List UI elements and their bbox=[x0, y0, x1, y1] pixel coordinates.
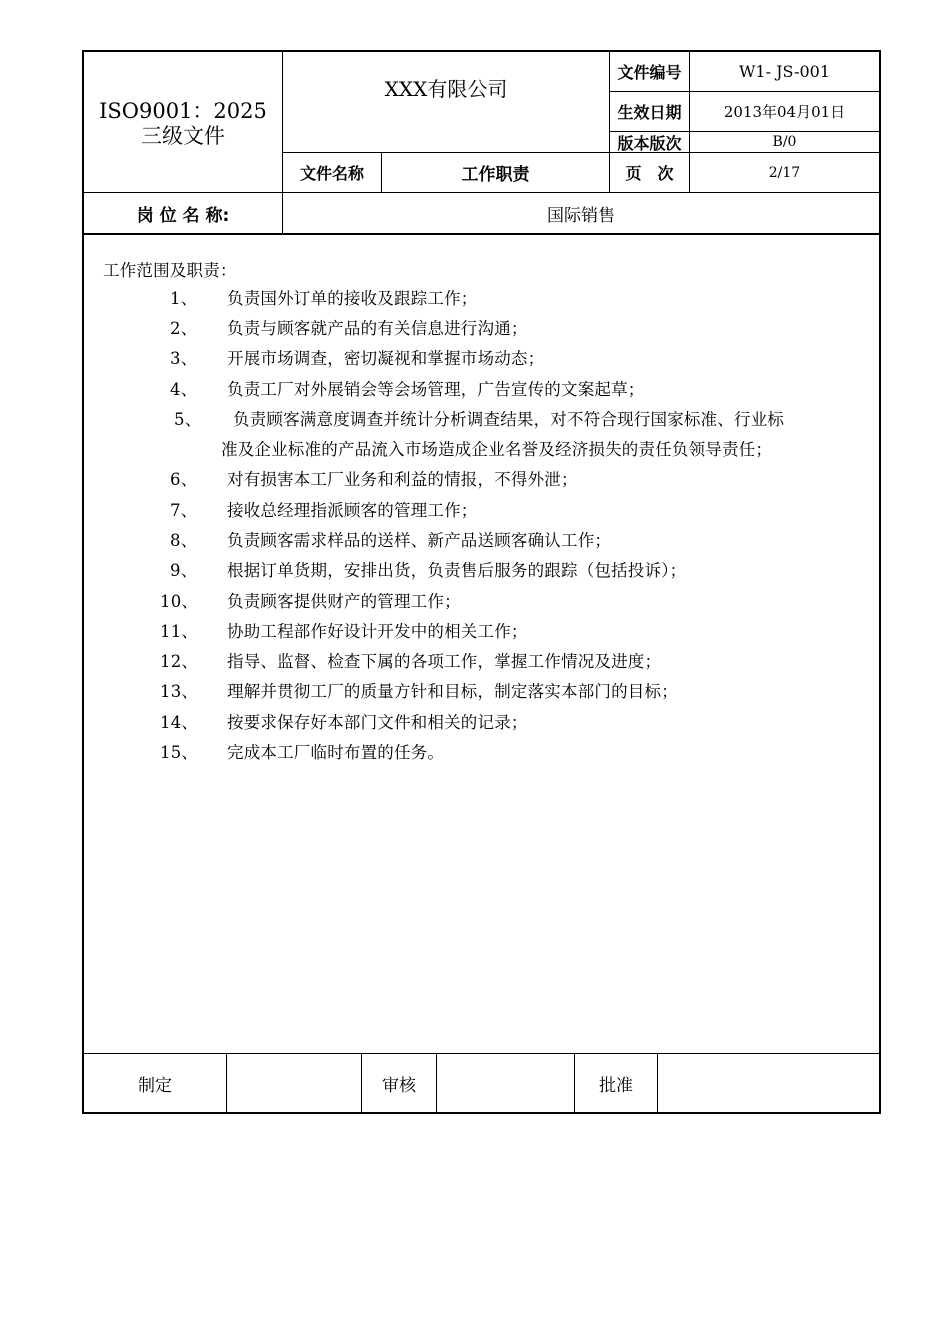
list-item: 指导、监督、检查下属的各项工作，掌握工作情况及进度； bbox=[227, 652, 662, 671]
reviewed-by-label: 审核 bbox=[382, 1075, 416, 1096]
list-item: 对有损害本工厂业务和利益的情报，不得外泄； bbox=[227, 470, 578, 489]
list-item: 负责与顾客就产品的有关信息进行沟通； bbox=[227, 319, 528, 338]
prepared-by-signature-field[interactable] bbox=[227, 1054, 361, 1112]
page-value: 2/17 bbox=[768, 164, 801, 181]
list-item: 开展市场调查，密切凝视和掌握市场动态； bbox=[227, 349, 545, 368]
list-item: 完成本工厂临时布置的任务。 bbox=[227, 743, 445, 762]
file-number-value: W1- JS-001 bbox=[738, 62, 831, 81]
list-item-number: 13、 bbox=[160, 682, 199, 701]
company-name: XXX有限公司 bbox=[384, 76, 508, 101]
standard-name: ISO9001：2025 bbox=[99, 99, 267, 123]
file-name-value: 工作职责 bbox=[461, 165, 530, 185]
list-item-number: 12、 bbox=[160, 652, 199, 671]
file-number-label: 文件编号 bbox=[617, 63, 682, 82]
list-item: 按要求保存好本部门文件和相关的记录； bbox=[227, 713, 528, 732]
list-item-number: 9、 bbox=[170, 561, 198, 580]
list-item: 负责顾客满意度调查并统计分析调查结果，对不符合现行国家标准、行业标 bbox=[233, 410, 785, 429]
effective-date-label: 生效日期 bbox=[617, 103, 682, 122]
position-label: 岗 位 名 称: bbox=[136, 205, 230, 226]
list-item-number: 5、 bbox=[174, 410, 202, 429]
list-item-number: 3、 bbox=[170, 349, 198, 368]
list-item: 负责工厂对外展销会等会场管理，广告宣传的文案起草； bbox=[227, 380, 645, 399]
list-item: 负责顾客需求样品的送样、新产品送顾客确认工作； bbox=[227, 531, 612, 550]
list-item: 负责顾客提供财产的管理工作； bbox=[227, 592, 461, 611]
list-item-number: 4、 bbox=[170, 380, 198, 399]
prepared-by-label: 制定 bbox=[138, 1075, 172, 1096]
page-label: 页 次 bbox=[625, 164, 674, 183]
version-label: 版本版次 bbox=[617, 133, 682, 153]
list-item-number: 10、 bbox=[160, 592, 199, 611]
content-heading: 工作范围及职责： bbox=[103, 261, 237, 280]
list-item-number: 2、 bbox=[170, 319, 198, 338]
effective-date-value: 2013年04月01日 bbox=[723, 103, 846, 121]
list-item-number: 11、 bbox=[160, 622, 199, 641]
list-item: 理解并贯彻工厂的质量方针和目标，制定落实本部门的目标； bbox=[227, 682, 678, 701]
approved-by-signature-field[interactable] bbox=[658, 1054, 879, 1112]
list-item-number: 8、 bbox=[170, 531, 198, 550]
file-name-label: 文件名称 bbox=[299, 164, 364, 183]
border-bottom bbox=[82, 1112, 881, 1114]
list-item: 负责国外订单的接收及跟踪工作； bbox=[227, 289, 478, 308]
list-item-number: 7、 bbox=[170, 501, 198, 520]
list-item: 协助工程部作好设计开发中的相关工作； bbox=[227, 622, 528, 641]
list-item-number: 1、 bbox=[170, 289, 198, 308]
list-item-number: 6、 bbox=[170, 470, 198, 489]
reviewed-by-signature-field[interactable] bbox=[437, 1054, 574, 1112]
list-item: 接收总经理指派顾客的管理工作； bbox=[227, 501, 478, 520]
list-item-number: 15、 bbox=[160, 743, 199, 762]
position-value: 国际销售 bbox=[547, 205, 615, 226]
version-value: B/0 bbox=[772, 134, 797, 150]
approved-by-label: 批准 bbox=[599, 1075, 633, 1096]
divider bbox=[83, 233, 880, 235]
document-level: 三级文件 bbox=[141, 124, 225, 148]
list-item-continuation: 准及企业标准的产品流入市场造成企业名誉及经济损失的责任负领导责任； bbox=[221, 440, 773, 459]
list-item-number: 14、 bbox=[160, 713, 199, 732]
border-right bbox=[879, 50, 881, 1114]
list-item: 根据订单货期，安排出货，负责售后服务的跟踪（包括投诉）； bbox=[227, 561, 687, 580]
